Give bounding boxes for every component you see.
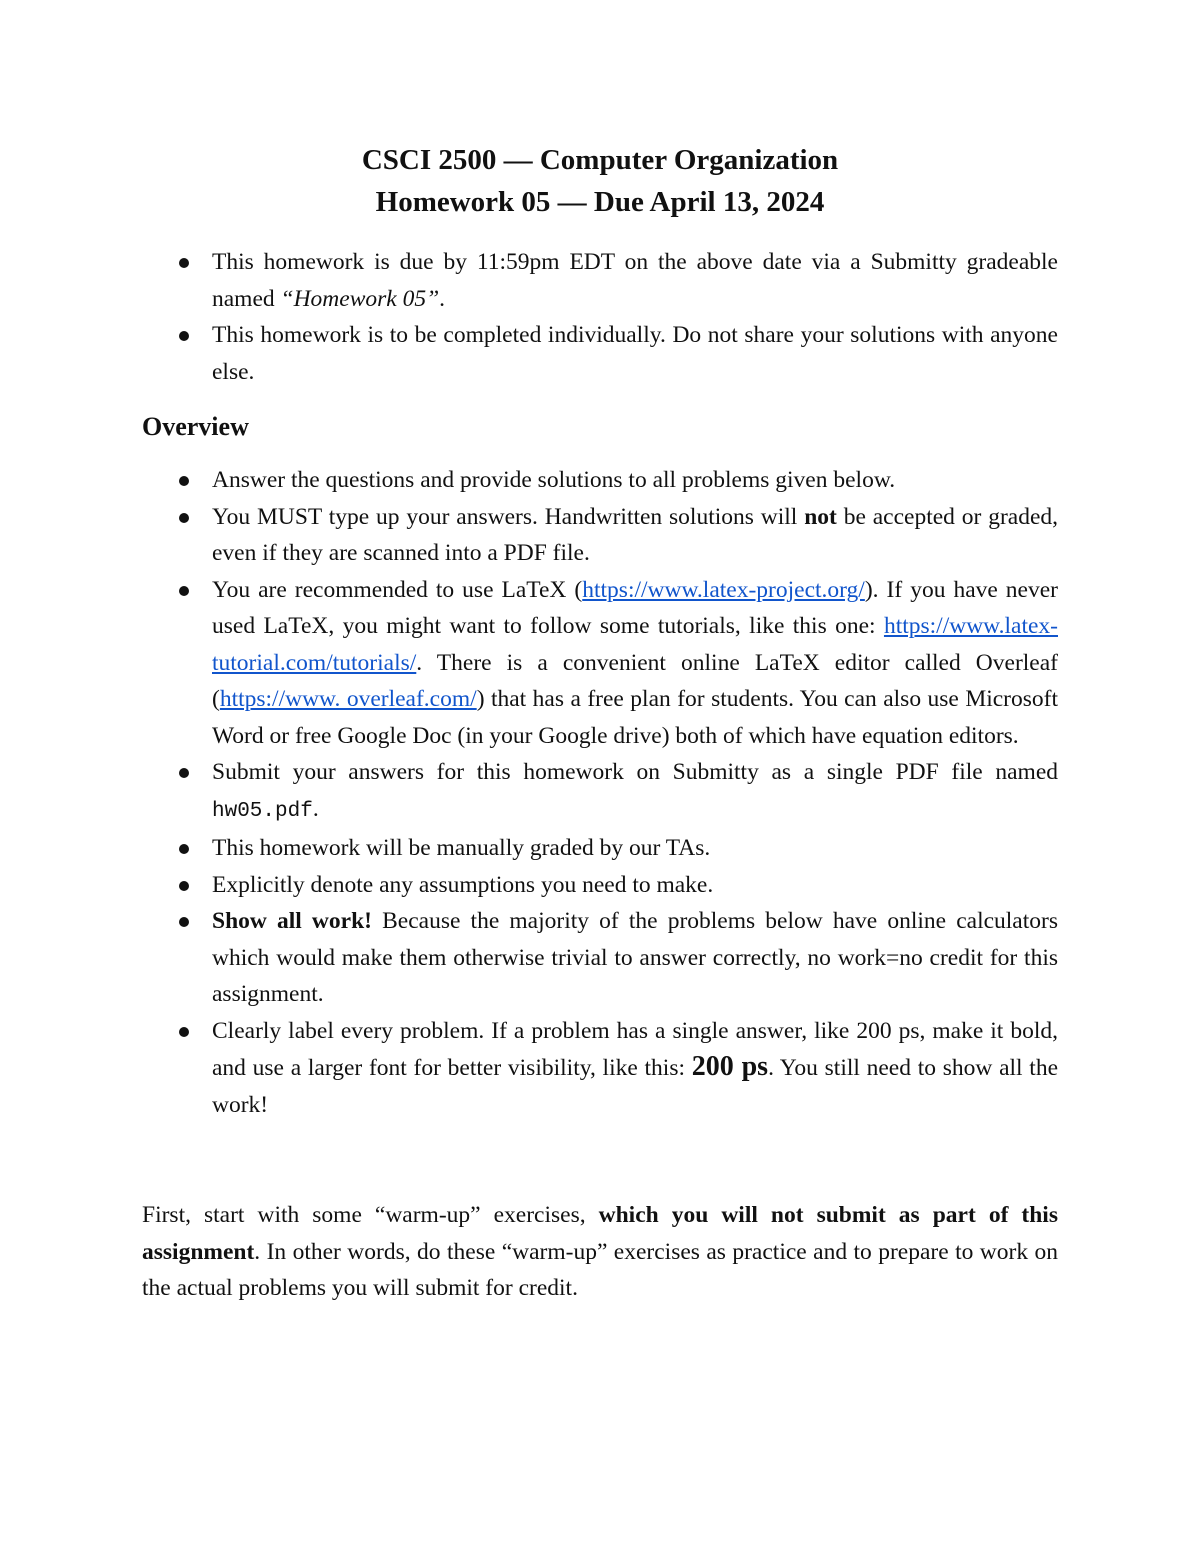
latex-project-link[interactable]: https://www.latex-project.org/ xyxy=(582,576,865,603)
file-name: hw05.pdf xyxy=(212,799,313,823)
bullet-icon xyxy=(179,844,189,854)
bullet-icon xyxy=(179,1027,189,1037)
course-title: CSCI 2500 — Computer Organization xyxy=(361,144,839,176)
example-answer: 200 ps xyxy=(691,1051,769,1082)
list-item: This homework will be manually graded by our TAs. xyxy=(142,830,1058,867)
list-item: Submit your answers for this homework on Submitty as a single PDF file named hw05.pdf. xyxy=(142,754,1058,830)
list-item: Clearly label every problem. If a problem has a single answer, like 200 ps, make it bold, and use a larger font for better visibility, like this: 200 ps. You still need to show all the work! xyxy=(142,1013,1058,1124)
bullet-icon xyxy=(179,881,189,891)
warmup-paragraph: First, start with some “warm-up” exercises, which you will not submit as part of this assignment. In other words, do these “warm-up” exercises as practice and to prepare to work on the actual problems you will submit for credit. xyxy=(142,1202,1058,1301)
emphasis-not: not xyxy=(804,503,837,530)
overleaf-link[interactable]: https://www. overleaf.com/ xyxy=(219,686,477,712)
list-item: You are recommended to use LaTeX (https://www.latex-project.org/). If you have never used LaTeX, you might want to follow some tutorials, like this one: https://www.latex-tutorial.com/tutorials/. There is a convenient online LaTeX editor called Overleaf (https://www. overleaf.com/) that has a free plan for students. You can also use Microsoft Word or free Google Doc (in your Google drive) both of which have equation editors. xyxy=(142,572,1058,755)
bullet-icon xyxy=(179,331,189,341)
list-item: This homework is to be completed individually. Do not share your solutions with anyone else. xyxy=(142,317,1058,390)
list-item: Show all work! Because the majority of the problems below have online calculators which would make them otherwise trivial to answer correctly, no work=no credit for this assignment. xyxy=(142,903,1058,1013)
bullet-icon xyxy=(179,258,189,268)
homework-title: Homework 05 — Due April 13, 2024 xyxy=(375,186,825,218)
intro-bullet-list xyxy=(142,244,1058,390)
latex-tutorial-link[interactable]: https://www.latex-tutorial.com/tutorials/ xyxy=(212,613,1058,676)
gradeable-name: “Homework 05” xyxy=(280,285,440,312)
bullet-icon xyxy=(179,476,189,486)
show-work-emphasis: Show all work! xyxy=(212,908,372,934)
list-item: This homework is due by 11:59pm EDT on the above date via a Submitty gradeable named “Homework 05”. xyxy=(142,244,1058,317)
warmup-emphasis: which you will not submit as part of this assignment xyxy=(142,1202,1058,1265)
overview-heading: Overview xyxy=(142,412,249,441)
bullet-icon xyxy=(179,768,189,778)
bullet-icon xyxy=(179,513,189,523)
list-item: Answer the questions and provide solutions to all problems given below. xyxy=(142,462,1058,499)
list-item: You MUST type up your answers. Handwritten solutions will not be accepted or graded, even if they are scanned into a PDF file. xyxy=(142,499,1058,572)
overview-bullet-list xyxy=(142,462,1058,1123)
list-item: Explicitly denote any assumptions you need to make. xyxy=(142,867,1058,904)
bullet-icon xyxy=(179,917,189,927)
bullet-icon xyxy=(179,586,189,596)
